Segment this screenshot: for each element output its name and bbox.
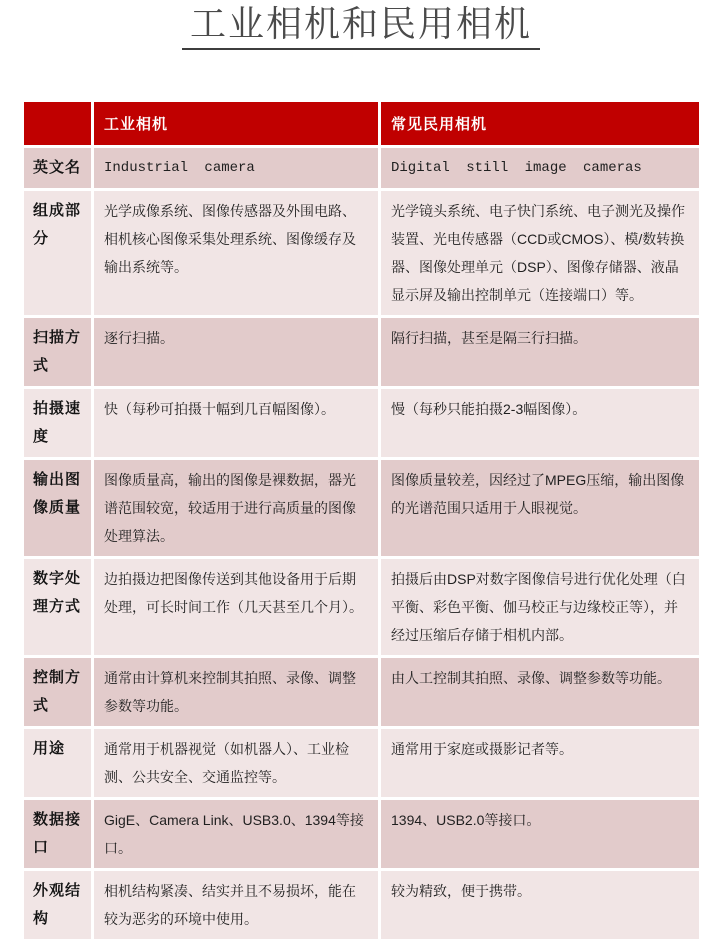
cell-consumer: 通常用于家庭或摄影记者等。	[380, 727, 701, 798]
cell-industrial: 边拍摄边把图像传送到其他设备用于后期处理，可长时间工作（几天甚至几个月）。	[93, 557, 380, 656]
table-row-components	[23, 189, 701, 316]
cell-industrial: 快（每秒可拍摄十幅到几百幅图像）。	[93, 387, 380, 458]
comparison-table	[21, 99, 702, 942]
table-row-control-method	[23, 656, 701, 727]
col-header-industrial-camera: 工业相机	[93, 100, 380, 146]
row-label: 外观结构	[23, 869, 93, 940]
row-label: 数字处理方式	[23, 557, 93, 656]
table-row-output-image-quality	[23, 458, 701, 557]
cell-industrial: Industrial camera	[93, 146, 380, 189]
cell-consumer: 1394、USB2.0等接口。	[380, 798, 701, 869]
table-row-shooting-speed	[23, 387, 701, 458]
row-label: 英文名	[23, 146, 93, 189]
cell-industrial: 图像质量高，输出的图像是裸数据，器光谱范围较宽，较适用于进行高质量的图像处理算法。	[93, 458, 380, 557]
cell-industrial: 通常由计算机来控制其拍照、录像、调整参数等功能。	[93, 656, 380, 727]
header-row	[23, 100, 701, 146]
cell-consumer: 慢（每秒只能拍摄2-3幅图像）。	[380, 387, 701, 458]
cell-industrial: 相机结构紧凑、结实并且不易损坏，能在较为恶劣的环境中使用。	[93, 869, 380, 940]
table-row-appearance-structure	[23, 869, 701, 940]
cell-consumer: 拍摄后由DSP对数字图像信号进行优化处理（白平衡、彩色平衡、伽马校正与边缘校正等），并经过压缩后存储于相机内部。	[380, 557, 701, 656]
row-label: 扫描方式	[23, 316, 93, 387]
row-label: 输出图像质量	[23, 458, 93, 557]
table-row-english-name	[23, 146, 701, 189]
table-row-digital-processing	[23, 557, 701, 656]
cell-consumer: 图像质量较差，因经过了MPEG压缩，输出图像的光谱范围只适用于人眼视觉。	[380, 458, 701, 557]
table-row-scan-method	[23, 316, 701, 387]
corner-cell	[23, 100, 93, 146]
page-title: 工业相机和民用相机	[182, 5, 540, 50]
cell-consumer: 隔行扫描，甚至是隔三行扫描。	[380, 316, 701, 387]
title-section	[0, 0, 722, 50]
cell-consumer: 光学镜头系统、电子快门系统、电子测光及操作装置、光电传感器（CCD或CMOS）、模/数转换器、图像处理单元（DSP）、图像存储器、液晶显示屏及输出控制单元（连接端口）等。	[380, 189, 701, 316]
row-label: 控制方式	[23, 656, 93, 727]
cell-consumer: Digital still image cameras	[380, 146, 701, 189]
table-row-usage	[23, 727, 701, 798]
row-label: 数据接口	[23, 798, 93, 869]
row-label: 组成部分	[23, 189, 93, 316]
table-row-data-interface	[23, 798, 701, 869]
cell-consumer: 较为精致，便于携带。	[380, 869, 701, 940]
row-label: 拍摄速度	[23, 387, 93, 458]
cell-consumer: 由人工控制其拍照、录像、调整参数等功能。	[380, 656, 701, 727]
cell-industrial: 通常用于机器视觉（如机器人）、工业检测、公共安全、交通监控等。	[93, 727, 380, 798]
col-header-consumer-camera: 常见民用相机	[380, 100, 701, 146]
row-label: 用途	[23, 727, 93, 798]
cell-industrial: 逐行扫描。	[93, 316, 380, 387]
cell-industrial: 光学成像系统、图像传感器及外围电路、相机核心图像采集处理系统、图像缓存及输出系统等。	[93, 189, 380, 316]
cell-industrial: GigE、Camera Link、USB3.0、1394等接口。	[93, 798, 380, 869]
